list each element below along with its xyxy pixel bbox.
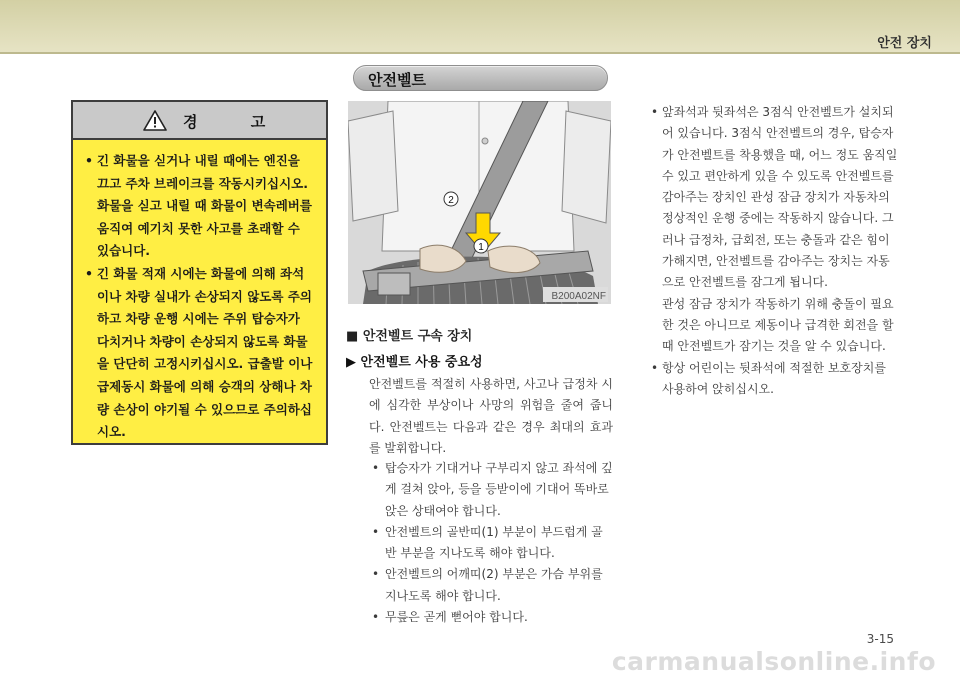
- right-column-item-continuation: 관성 잠금 장치가 작동하기 위해 충돌이 필요한 것은 아니므로 제동이나 급격한 회전을 할 때 안전벨트가 잠기는 것을 알 수 있습니다.: [662, 296, 894, 354]
- page-number: 3-15: [866, 632, 894, 646]
- chapter-title: 안전 장치: [877, 36, 932, 51]
- body-list: [370, 458, 614, 628]
- warning-header: [73, 102, 326, 140]
- subsection-title: 안전벨트 구속 장치: [362, 329, 473, 344]
- warning-box: [71, 100, 328, 445]
- warning-list: [73, 140, 326, 444]
- warning-title: 경 고: [183, 113, 290, 131]
- warning-triangle-icon: [143, 110, 167, 131]
- right-column-item: • 항상 어린이는 뒷좌석에 적절한 보호장치를 사용하여 앉히십시오.: [648, 358, 898, 401]
- figure-code: B200A02NF: [551, 291, 606, 302]
- subsubsection-heading: ▶ 안전벨트 사용 중요성: [346, 355, 483, 370]
- subsubsection-title: 안전벨트 사용 중요성: [360, 355, 483, 370]
- callout-2: 2: [448, 195, 454, 206]
- subsection-heading: ■ 안전벨트 구속 장치: [346, 329, 473, 344]
- warning-item: • 긴 화물을 싣거나 내릴 때에는 엔진을 끄고 주차 브레이크를 작동시키십시오. 화물을 싣고 내릴 때 화물이 변속레버를 움직여 예기치 못한 사고를 초래할 수 있습니다.: [85, 150, 314, 263]
- watermark: carmanualsonline.info: [611, 647, 936, 676]
- body-list-item: • 안전벨트의 어깨띠(2) 부분은 가슴 부위를 지나도록 해야 합니다.: [370, 564, 614, 607]
- right-column-item-text: 앞좌석과 뒷좌석은 3점식 안전벨트가 설치되어 있습니다. 3점식 안전벨트의 경우, 탑승자가 안전벨트를 착용했을 때, 어느 정도 움직일 수 있고 편안하게 있을 수 있도록 안전벨트를 감아주는 장치인 관성 잠금 장치가 자동차의 정상적인 운행 중에는 작동하지 않습니다. 그러나 급정차, 급회전, 또는 충돌과 같은 힘이 가해지면, 안전벨트를 감아주는 장치는 자동으로 안전벨트를 잠그게 됩니다.: [662, 105, 898, 290]
- section-title: 안전벨트: [368, 71, 426, 89]
- section-title-pill: [353, 65, 608, 91]
- right-column-list: [648, 102, 898, 400]
- warning-item: • 긴 화물 적재 시에는 화물에 의해 좌석이나 차량 실내가 손상되지 않도록 주의하고 차량 운행 시에는 주위 탑승자가 다치거나 차량이 손상되지 않도록 화물을 단단히 고정시키십시오. 급출발 이나 급제동시 화물에 의해 승객의 상해나 차량 손상이 야기될 수 있으므로 주의하십시오.: [85, 263, 314, 444]
- header-divider: [0, 52, 960, 54]
- callout-1: 1: [478, 242, 484, 253]
- body-list-item: • 탑승자가 기대거나 구부리지 않고 좌석에 깊게 걸쳐 앉아, 등을 등받이에 기대어 똑바로 앉은 상태여야 합니다.: [370, 458, 614, 522]
- header-band: [0, 0, 960, 52]
- body-list-item: • 무릎은 곧게 뻗어야 합니다.: [370, 607, 614, 628]
- right-column-item: [648, 102, 898, 358]
- body-paragraph: 안전벨트를 적절히 사용하면, 사고나 급정차 시에 심각한 부상이나 사망의 위험을 줄여 줍니다. 안전벨트는 다음과 같은 경우 최대의 효과를 발휘합니다.: [369, 377, 613, 455]
- seatbelt-illustration: [348, 101, 611, 304]
- body-list-item: • 안전벨트의 골반띠(1) 부분이 부드럽게 골반 부분을 지나도록 해야 합니다.: [370, 522, 614, 565]
